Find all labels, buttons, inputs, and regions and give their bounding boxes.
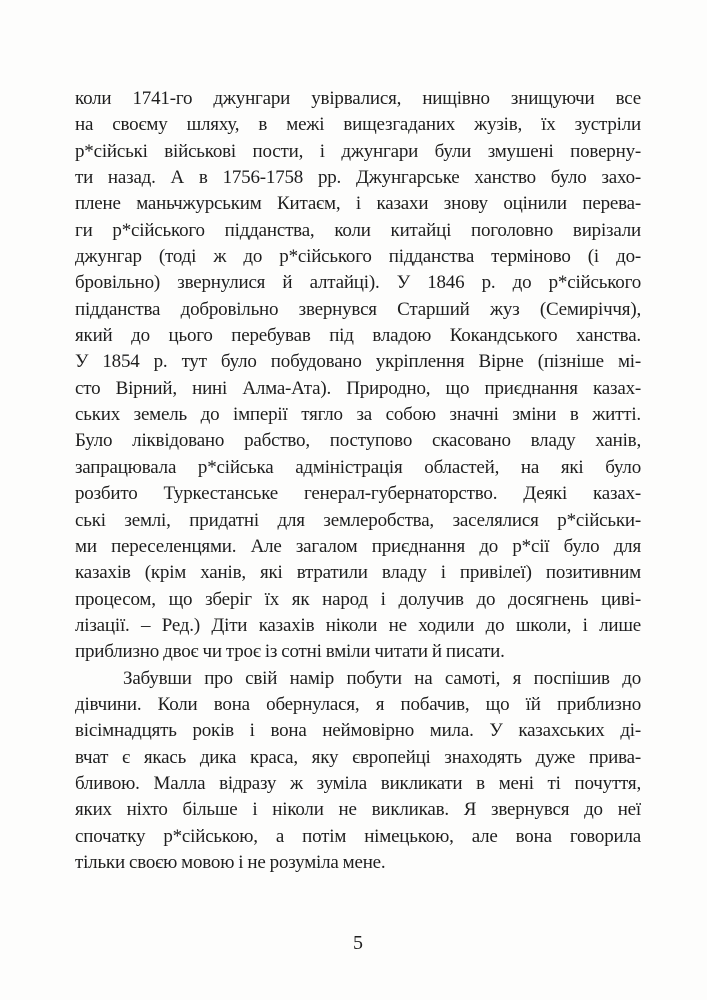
text-line: Було ліквідовано рабство, поступово скасовано владу ханів,: [75, 430, 641, 452]
text-line: на своєму шляху, в межі вищезгаданих жузів, їх зустріли: [75, 114, 641, 136]
text-line: яких ніхто більше і ніколи не викликав. Я звернувся до неї: [75, 799, 641, 821]
text-line: вісімнадцять років і вона неймовірно мила. У казахських ді-: [75, 720, 641, 742]
text-line: процесом, що зберіг їх як народ і долучив до досягнень циві-: [75, 588, 641, 610]
text-line: сто Вірний, нині Алма-Ата). Природно, що приєднання казах-: [75, 377, 641, 399]
text-line: Забувши про свій намір побути на самоті, я поспішив до: [123, 667, 641, 689]
paragraph-history-note: [75, 86, 641, 666]
text-line: казахів (крім ханів, які втратили владу і привілеї) позитивним: [75, 562, 641, 584]
text-line: ські землі, придатні для землеробства, заселялися р*сійськи-: [75, 509, 641, 531]
text-line: ських земель до імперії тягло за собою значні зміни в житті.: [75, 404, 641, 426]
text-line: який до цього перебував під владою Кокандського ханства.: [75, 325, 641, 347]
text-line: приблизно двоє чи троє із сотні вміли читати й писати.: [75, 641, 505, 663]
paragraph-narrative: [75, 666, 641, 877]
text-line: бливою. Малла відразу ж зуміла викликати в мені ті почуття,: [75, 772, 641, 794]
text-line: ти назад. А в 1756-1758 рр. Джунгарське ханство було захо-: [75, 167, 641, 189]
text-line: лізації. – Ред.) Діти казахів ніколи не ходили до школи, і лише: [75, 614, 641, 636]
page-number: 5: [353, 932, 363, 954]
text-line: ми переселенцями. Але загалом приєднання до р*сії було для: [75, 535, 641, 557]
text-line: запрацювала р*сійська адміністрація областей, на які було: [75, 456, 641, 478]
text-line: джунгар (тоді ж до р*сійського підданства терміново (і до-: [75, 246, 641, 268]
text-line: У 1854 р. тут було побудовано укріплення Вірне (пізніше мі-: [75, 351, 641, 373]
text-line: р*сійські військові пости, і джунгари були змушені поверну-: [75, 140, 641, 162]
text-line: дівчини. Коли вона обернулася, я побачив, що їй приблизно: [75, 693, 641, 715]
text-line: бровільно) звернулися й алтайці). У 1846 р. до р*сійського: [75, 272, 641, 294]
text-line: спочатку р*сійською, а потім німецькою, але вона говорила: [75, 825, 641, 847]
text-line: розбито Туркестанське генерал-губернаторство. Деякі казах-: [75, 483, 641, 505]
text-line: коли 1741-го джунгари увірвалися, нищівно знищуючи все: [75, 88, 641, 109]
text-line: підданства добровільно звернувся Старший жуз (Семиріччя),: [75, 298, 641, 320]
text-line: тільки своєю мовою і не розуміла мене.: [75, 851, 386, 873]
text-line: вчат є якась дика краса, яку європейці знаходять дуже прива-: [75, 746, 641, 768]
text-line: ги р*сійського підданства, коли китайці поголовно вирізали: [75, 219, 641, 241]
page-text: [75, 86, 641, 876]
text-line: плене маньчжурським Китаєм, і казахи знову оцінили перева-: [75, 193, 641, 215]
